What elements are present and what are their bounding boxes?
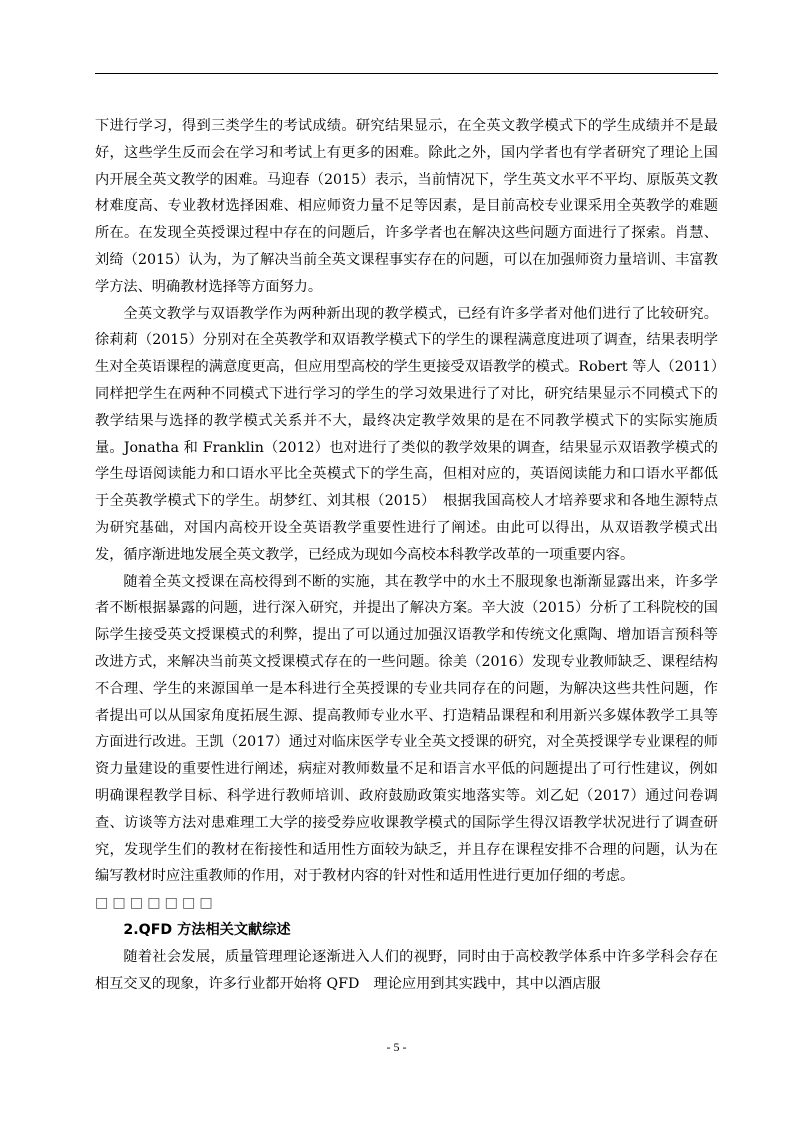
placeholder-boxes: □□□□□□□ <box>95 895 217 912</box>
section-paragraph: 随着社会发展，质量管理理论逐渐进入人们的视野，同时由于高校教学体系中许多学科会存在相互交叉的现象，许多行业都开始将 QFD 理论应用到其实践中，其中以酒店服 <box>95 948 718 992</box>
section-heading: 2.QFD 方法相关文献综述 <box>123 921 291 938</box>
header-rule <box>95 73 718 74</box>
paragraph-3: 随着全英文授课在高校得到不断的实施，其在教学中的水土不服现象也渐渐显露出来，许多学者不断根据暴露的问题，进行深入研究，并提出了解决方案。辛大波（2015）分析了工科院校的国际学生接受英文授课模式的利弊，提出了可以通过加强汉语教学和传统文化熏陶、增加语言预科等改进方式，来解决当前英文授课模式存在的一些问题。徐美（2016）发现专业教师缺乏、课程结构不合理、学生的来源国单一是本科进行全英授课的专业共同存在的问题，为解决这些共性问题，作者提出可以从国家角度拓展生源、提高教师专业水平、打造精品课程和利用新兴多媒体教学工具等方面进行改进。王凯（2017）通过对临床医学专业全英文授课的研究，对全英授课学专业课程的师资力量建设的重要性进行阐述，病症对教师数量不足和语言水平低的问题提出了可行性建议，例如明确课程教学目标、科学进行教师培训、政府鼓励政策实地落实等。刘乙妃（2017）通过问卷调查、访谈等方法对患难理工大学的接受券应收课教学模式的国际学生得汉语教学状况进行了调查研究，发现学生们的教材在衔接性和适用性方面较为缺乏，并且存在课程安排不合理的问题，认为在编写教材时应注重教师的作用，对于教材内容的针对性和适用性进行更加仔细的考虑。 <box>95 573 718 885</box>
paragraph-1: 下进行学习，得到三类学生的考试成绩。研究结果显示，在全英文教学模式下的学生成绩并不是最好，这些学生反而会在学习和考试上有更多的困难。除此之外，国内学者也有学者研究了理论上国内开展全英文教学的困难。马迎春（2015）表示，当前情况下，学生英文水平不平均、原版英文教材难度高、专业教材选择困难、相应师资力量不足等因素，是目前高校专业课采用全英教学的难题所在。在发现全英授课过程中存在的问题后，许多学者也在解决这些问题方面进行了探索。肖慧、刘绮（2015）认为，为了解决当前全英文课程事实存在的问题，可以在加强师资力量培训、丰富教学方法、明确教材选择等方面努力。 <box>95 118 718 295</box>
page-number: - 5 - <box>386 1040 407 1054</box>
body-text <box>95 113 718 997</box>
paragraph-2: 全英文教学与双语教学作为两种新出现的教学模式，已经有许多学者对他们进行了比较研究。徐莉莉（2015）分别对在全英教学和双语教学模式下的学生的课程满意度进项了调查，结果表明学生对全英语课程的满意度更高，但应用型高校的学生更接受双语教学的模式。Robert 等人（2011）同样把学生在两种不同模式下进行学习的学生的学习效果进行了对比，研究结果显示不同模式下的教学结果与选择的教学模式关系并不大，最终决定教学效果的是在不同教学模式下的实际实施质量。Jonatha 和 Franklin（2012）也对进行了类似的教学效果的调查，结果显示双语教学模式的学生母语阅读能力和口语水平比全英模式下的学生高，但相对应的，英语阅读能力和口语水平都低于全英教学模式下的学生。胡梦红、刘其根（2015） 根据我国高校人才培养要求和各地生源特点为研究基础，对国内高校开设全英语教学重要性进行了阐述。由此可以得出，从双语教学模式出发，循序渐进地发展全英文教学，已经成为现如今高校本科教学改革的一项重要内容。 <box>95 305 718 563</box>
